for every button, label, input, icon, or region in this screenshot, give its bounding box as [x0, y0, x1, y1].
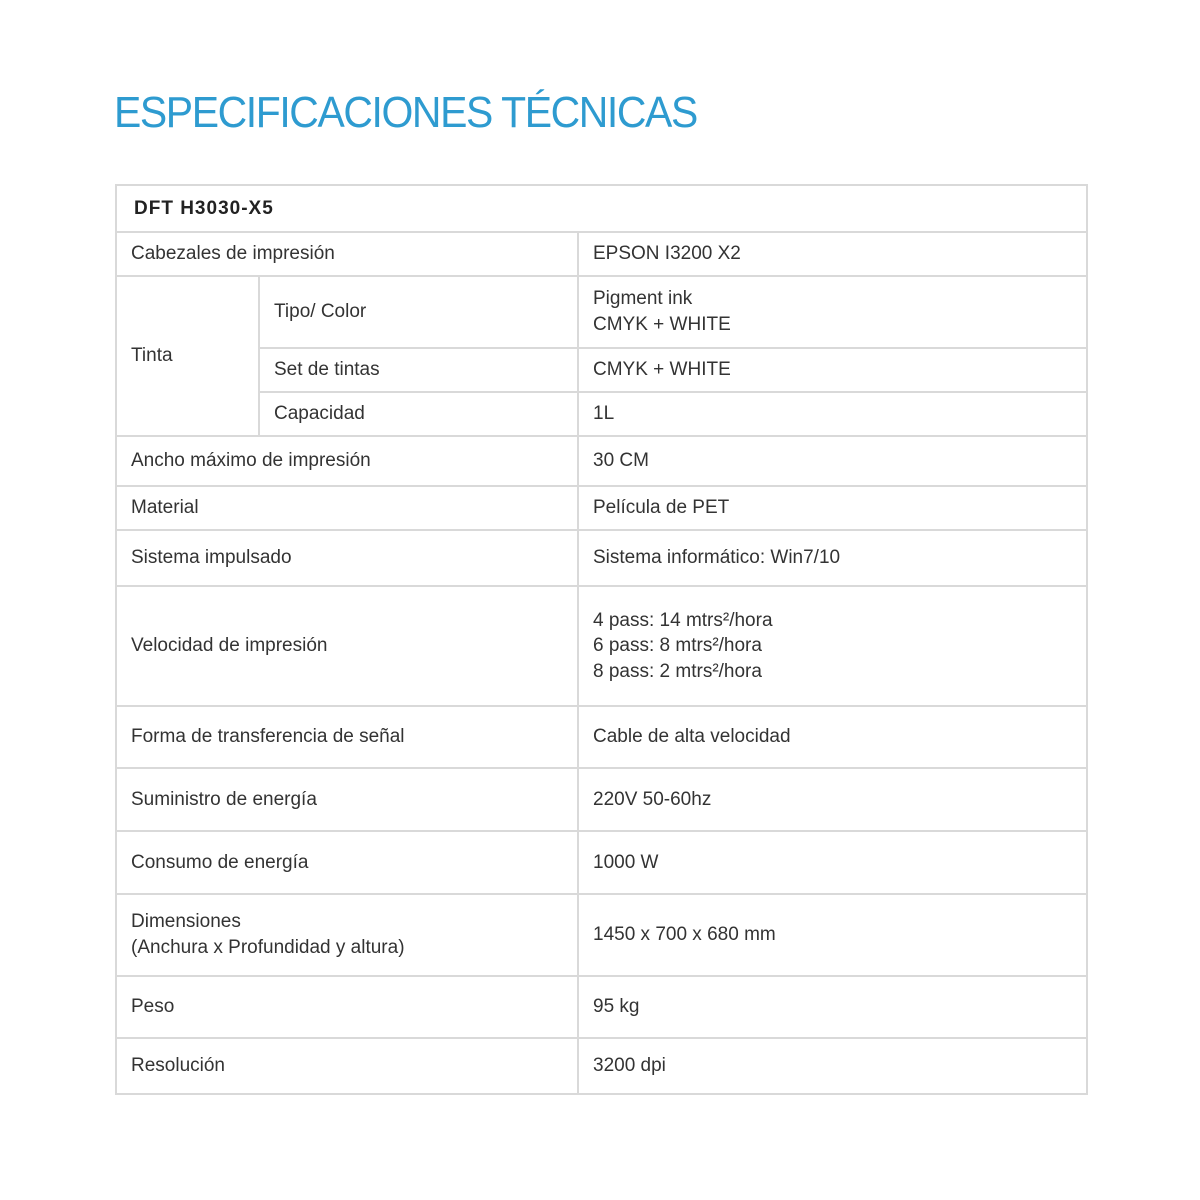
- row-label-ink: Tinta: [116, 276, 259, 436]
- row-label-power-consumption: Consumo de energía: [116, 831, 578, 894]
- row-label-driven-system: Sistema impulsado: [116, 530, 578, 586]
- row-value-resolution: 3200 dpi: [578, 1038, 1087, 1094]
- row-value-driven-system: Sistema informático: Win7/10: [578, 530, 1087, 586]
- row-value-power-supply: 220V 50-60hz: [578, 768, 1087, 831]
- row-value-capacity: 1L: [578, 392, 1087, 436]
- table-row: [116, 831, 1087, 894]
- page-title: ESPECIFICACIONES TÉCNICAS: [114, 88, 697, 137]
- row-label-material: Material: [116, 486, 578, 530]
- row-value-ink-set: CMYK + WHITE: [578, 348, 1087, 392]
- table-row: [116, 976, 1087, 1038]
- table-header-row: [116, 185, 1087, 232]
- row-value-dimensions: 1450 x 700 x 680 mm: [578, 894, 1087, 976]
- row-value-print-speed: 4 pass: 14 mtrs²/hora 6 pass: 8 mtrs²/hora 8 pass: 2 mtrs²/hora: [578, 586, 1087, 706]
- table-row: [116, 486, 1087, 530]
- table-row: [116, 894, 1087, 976]
- row-label-weight: Peso: [116, 976, 578, 1038]
- table-row: [116, 232, 1087, 276]
- row-label-capacity: Capacidad: [259, 392, 578, 436]
- row-label-power-supply: Suministro de energía: [116, 768, 578, 831]
- table-row: [116, 276, 1087, 348]
- row-value-max-print-width: 30 CM: [578, 436, 1087, 486]
- table-row: [116, 436, 1087, 486]
- model-name: DFT H3030-X5: [116, 185, 1087, 232]
- row-label-ink-set: Set de tintas: [259, 348, 578, 392]
- table-row: [116, 1038, 1087, 1094]
- row-label-dimensions: Dimensiones (Anchura x Profundidad y altura): [116, 894, 578, 976]
- table-row: [116, 768, 1087, 831]
- row-value-power-consumption: 1000 W: [578, 831, 1087, 894]
- row-value-signal-transfer: Cable de alta velocidad: [578, 706, 1087, 768]
- row-value-weight: 95 kg: [578, 976, 1087, 1038]
- table-row: [116, 586, 1087, 706]
- table-row: [116, 392, 1087, 436]
- row-label-print-heads: Cabezales de impresión: [116, 232, 578, 276]
- row-label-print-speed: Velocidad de impresión: [116, 586, 578, 706]
- row-label-max-print-width: Ancho máximo de impresión: [116, 436, 578, 486]
- row-label-resolution: Resolución: [116, 1038, 578, 1094]
- table-row: [116, 530, 1087, 586]
- spec-table: [115, 184, 1088, 1095]
- row-value-material: Película de PET: [578, 486, 1087, 530]
- row-value-type-color: Pigment ink CMYK + WHITE: [578, 276, 1087, 348]
- table-row: [116, 706, 1087, 768]
- row-label-signal-transfer: Forma de transferencia de señal: [116, 706, 578, 768]
- row-label-type-color: Tipo/ Color: [259, 276, 578, 348]
- row-value-print-heads: EPSON I3200 X2: [578, 232, 1087, 276]
- table-row: [116, 348, 1087, 392]
